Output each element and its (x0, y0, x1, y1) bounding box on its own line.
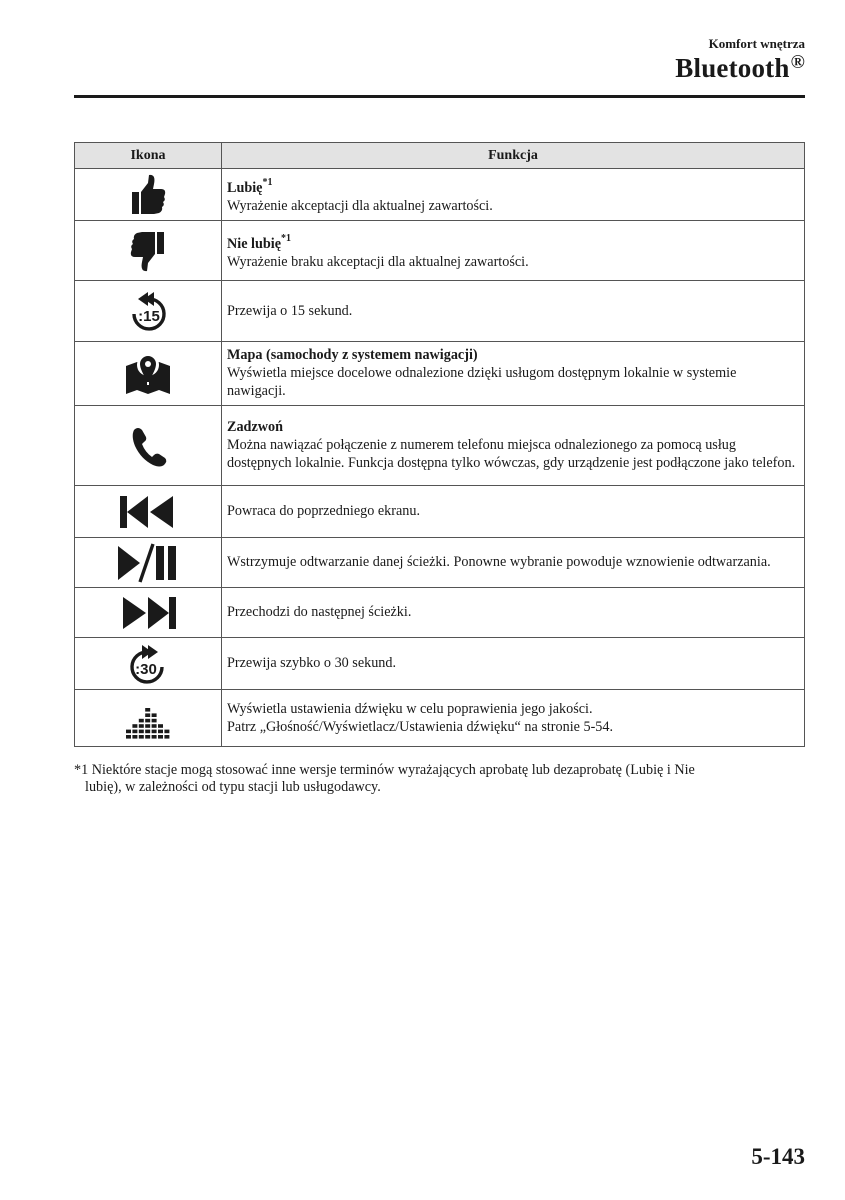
row-description: Powraca do poprzedniego ekranu. (227, 503, 421, 519)
row-title-text: Lubię (227, 179, 263, 196)
row-title (227, 230, 798, 253)
icon-function-table (74, 142, 805, 747)
skip-forward-icon (118, 593, 178, 633)
row-description: Przewija szybko o 30 sekund. (227, 655, 397, 671)
description-cell (222, 406, 805, 486)
skip-back-icon (118, 492, 178, 532)
column-header-icon: Ikona (75, 143, 222, 169)
icon-cell (75, 638, 222, 690)
page-title-text: Bluetooth (675, 53, 790, 83)
icon-cell (75, 221, 222, 281)
row-title: Zadzwoń (227, 419, 283, 435)
registered-mark: ® (790, 52, 805, 73)
map-pin-icon (123, 352, 173, 396)
footnote-line: lubię), w zależności od typu stacji lub usługodawcy. (85, 779, 381, 795)
icon-cell (75, 690, 222, 747)
description-cell (222, 342, 805, 406)
description-cell (222, 221, 805, 281)
icon-cell (75, 342, 222, 406)
icon-cell (75, 406, 222, 486)
section-title: Komfort wnętrza (708, 36, 805, 51)
table-row (75, 406, 805, 486)
icon-cell (75, 169, 222, 221)
phone-icon (128, 424, 168, 468)
table-row (75, 486, 805, 538)
table-row (75, 169, 805, 221)
rewind-15-icon (126, 289, 170, 333)
description-cell (222, 169, 805, 221)
table-row (75, 588, 805, 638)
row-description: Wstrzymuje odtwarzanie danej ścieżki. Ponowne wybranie powoduje wznowienie odtwarzania. (227, 554, 771, 570)
table-row (75, 281, 805, 342)
description-cell (222, 486, 805, 538)
row-description: Wyświetla miejsce docelowe odnalezione dzięki usługom dostępnym lokalnie w systemie nawigacji. (227, 365, 737, 399)
table-row (75, 690, 805, 747)
header-divider (74, 95, 805, 98)
page-title (675, 52, 805, 84)
column-header-function: Funkcja (222, 143, 805, 169)
icon-cell (75, 281, 222, 342)
description-cell (222, 690, 805, 747)
description-cell (222, 538, 805, 588)
footnote-mark: *1 (262, 176, 273, 188)
footnote (74, 762, 804, 796)
description-cell (222, 281, 805, 342)
forward-30-icon (126, 642, 170, 686)
row-description: Można nawiązać połączenie z numerem telefonu miejsca odnalezionego za pomocą usług dostępnych lokalnie. Funkcja dostępna tylko wówczas, gdy urządzenie jest podłączone jako telefon. (227, 437, 796, 471)
row-description: Przechodzi do następnej ścieżki. (227, 604, 412, 620)
icon-cell (75, 538, 222, 588)
row-title (227, 174, 798, 197)
table-row (75, 342, 805, 406)
row-description: Wyrażenie akceptacji dla aktualnej zawartości. (227, 197, 493, 214)
table-row (75, 221, 805, 281)
page-number: 5-143 (751, 1144, 805, 1169)
thumbs-up-icon (128, 173, 168, 217)
icon-cell (75, 588, 222, 638)
table-header-row (75, 143, 805, 169)
footnote-line: *1 Niektóre stacje mogą stosować inne wersje terminów wyrażających aprobatę lub dezaprobatę (Lubię i Nie (74, 762, 695, 778)
row-description: Przewija o 15 sekund. (227, 302, 353, 319)
row-title: Mapa (samochody z systemem nawigacji) (227, 347, 478, 363)
icon-cell (75, 486, 222, 538)
row-description: Wyświetla ustawienia dźwięku w celu poprawienia jego jakości. (227, 700, 593, 717)
equalizer-icon (123, 696, 173, 740)
table-row (75, 638, 805, 690)
row-title-text: Nie lubię (227, 235, 281, 252)
rewind-15-label: :15 (138, 308, 160, 325)
footnote-mark: *1 (281, 232, 291, 244)
table-row (75, 538, 805, 588)
play-pause-icon (116, 542, 180, 584)
forward-30-label: :30 (135, 660, 157, 678)
thumbs-down-icon (128, 229, 168, 273)
row-description: Wyrażenie braku akceptacji dla aktualnej zawartości. (227, 253, 529, 270)
description-cell (222, 588, 805, 638)
row-description-reference: Patrz „Głośność/Wyświetlacz/Ustawienia dźwięku“ na stronie 5-54. (227, 718, 614, 735)
description-cell (222, 638, 805, 690)
